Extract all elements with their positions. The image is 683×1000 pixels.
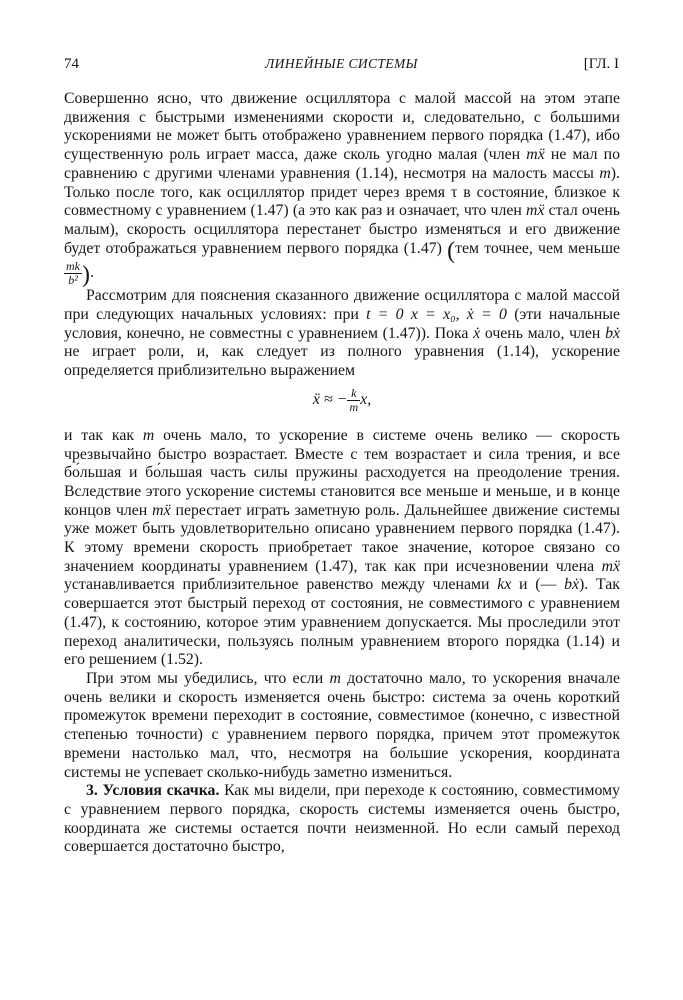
math-term: mẍ bbox=[152, 501, 171, 519]
running-header bbox=[64, 56, 619, 76]
math-term: mẍ bbox=[526, 146, 545, 164]
display-formula: ẍ ≈ − $\frac{k}{m}$ x, bbox=[312, 385, 372, 414]
math-term: kx bbox=[497, 576, 512, 594]
math-term: bẋ bbox=[605, 324, 620, 342]
page-number: 74 bbox=[64, 56, 79, 72]
page-body bbox=[64, 90, 620, 857]
running-title: ЛИНЕЙНЫЕ СИСТЕМЫ bbox=[265, 56, 418, 71]
paragraph-4: При этом мы убедились, что если m достаточно мало, то ускорения вначале очень велики и скорость изменяется очень быстро: система за очень короткий промежуток времени переходит в состояние, совместимое (конечно, с известной степенью точности) с уравнением первого порядка, причем этот промежуток времени настолько мал, что, несмотря на большие ускорения, координата системы не успевает сколько-нибудь заметно измениться. bbox=[64, 669, 620, 781]
math-term: m bbox=[142, 426, 155, 444]
paragraph-3: и так как m очень мало, то ускорение в системе очень велико — скорость чрезвычайно быстро возрастает. Вместе с тем возрастает и сила трения, и все бо́льшая и бо́льшая часть силы пружины расходуется на преодоление трения. Вследствие этого ускорение системы становится все меньше и меньше, и в конце концов член mẍ перестает играть заметную роль. Дальнейшее движение системы уже может быть удовлетворительно описано уравнением первого порядка (1.47). К этому времени скорость приобретает такое значение, которое связано со значением координаты уравнением (1.47), так как при исчезновении члена mẍ устанавливается приблизительное равенство между членами kx и (— bẋ). Так совершается этот быстрый переход от состояния, не совместимого с уравнением (1.47), к состоянию, которое этим уравнением допускается. Мы проследили этот переход аналитически, пользуясь полным уравнением второго порядка (1.14) и его решением (1.52). bbox=[64, 426, 620, 669]
math-term: t = 0 bbox=[366, 306, 404, 324]
fraction-mk-b2: $\frac{mk}{\text{b²}}$ bbox=[66, 259, 80, 288]
math-term: bẋ bbox=[564, 576, 580, 594]
chapter-label: [ГЛ. I bbox=[583, 56, 619, 72]
paragraph-5: 3. Условия скачка. Как мы видели, при переходе к состоянию, совместимому с уравнением первого порядка, скорость системы изменяется очень быстро, координата же системы остается почти неизменной. Но если самый переход совершается достаточно быстро, bbox=[64, 782, 620, 856]
section-heading: 3. Условия скачка. bbox=[86, 782, 220, 800]
math-term: ẋ bbox=[473, 324, 481, 342]
math-term: m bbox=[599, 164, 611, 182]
math-term: x = x₀, ẋ = 0 bbox=[410, 306, 507, 324]
paragraph-2: Рассмотрим для пояснения сказанного движение осциллятора с малой массой при следующих начальных условиях: при t = 0 x = x₀, ẋ = 0 (эти начальные условия, конечно, не совместны с уравнением (1.47)). Пока ẋ очень мало, член bẋ не играет роли, и, как следует из полного уравнения (1.14), ускорение определяется приблизительно выражением bbox=[64, 287, 620, 380]
paragraph-1: Совершенно ясно, что движение осциллятора с малой массой на этом этапе движения с быстрыми изменениями скорости и, следовательно, с большими ускорениями не может быть отображено уравнением первого порядка (1.47), ибо существенную роль играет масса, даже сколь угодно малая (член mẍ не мал по сравнению с другими членами уравнения (1.14), несмотря на малость массы m). Только после того, как осциллятор придет через время τ в состояние, близкое к совместному с уравнением (1.47) (а это как раз и означает, что член mẍ стал очень малым), скорость осциллятора перестанет быстро изменяться и его движение будет отображаться уравнением первого порядка (1.47) (тем точнее, чем меньше $\frac{mk}{\text{b²}}$ ). bbox=[64, 90, 621, 289]
math-term: mẍ bbox=[525, 202, 545, 220]
math-term: mẍ bbox=[601, 557, 620, 575]
math-term: m bbox=[329, 669, 341, 687]
